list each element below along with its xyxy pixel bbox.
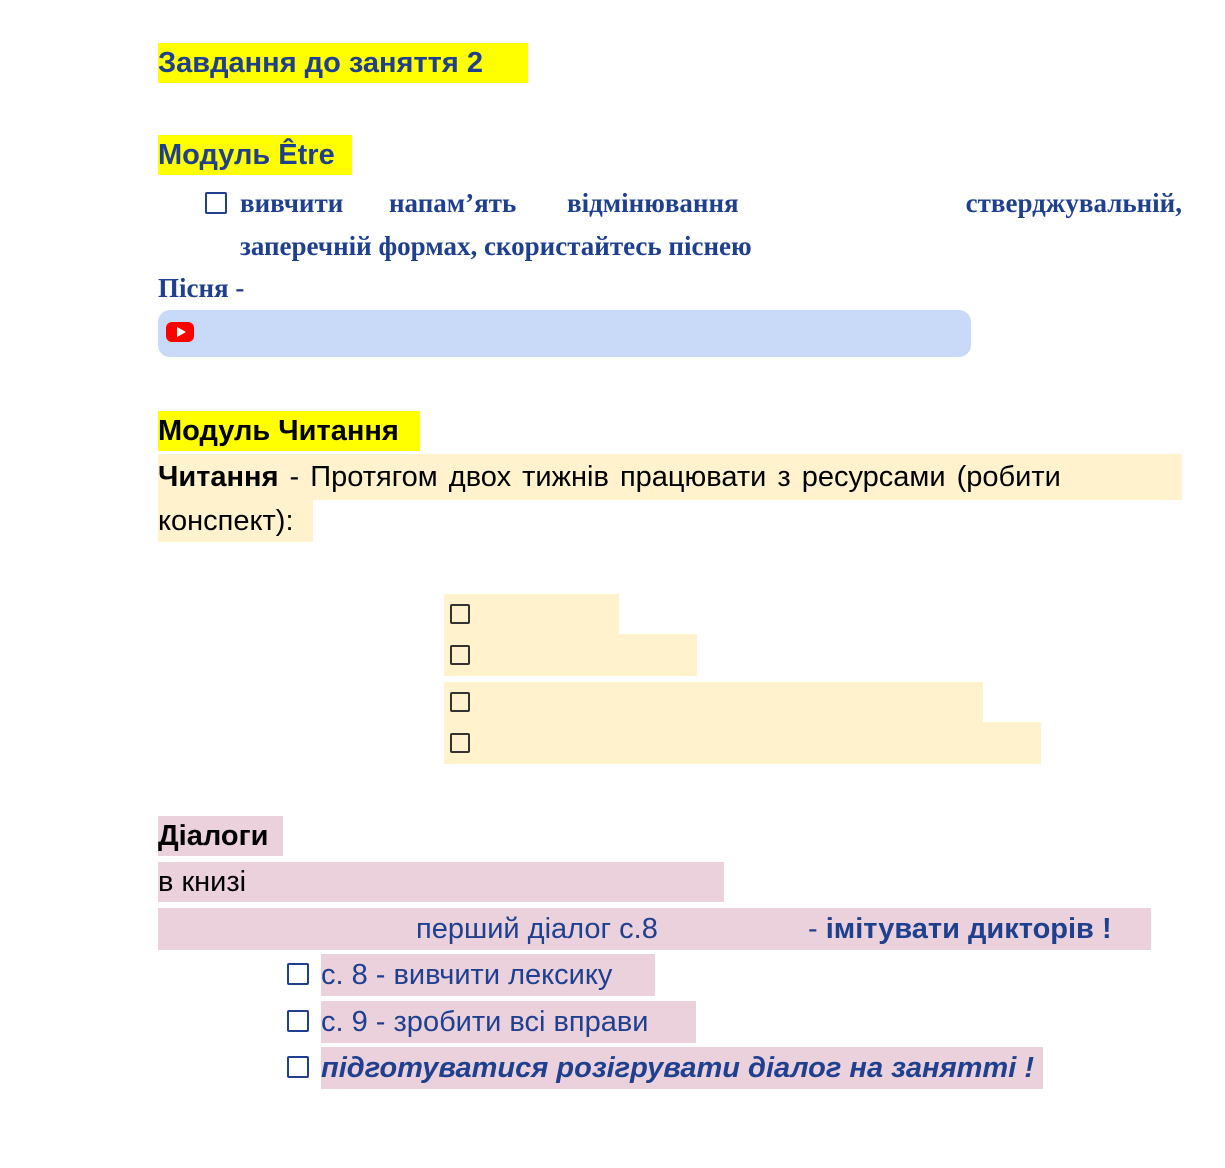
etre-task-word: напам’ять [389,188,517,218]
checkbox-icon[interactable] [287,1010,309,1032]
checkbox-icon[interactable] [205,192,227,214]
imitate-separator: - [808,913,826,945]
youtube-icon [166,322,194,342]
first-dialog-line [158,908,1151,950]
dialog-task-3: підготуватися розігрувати діалог на занятті ! [321,1047,1043,1089]
checkbox-icon[interactable] [450,692,470,712]
reading-bold-label: Читання [158,461,279,493]
resource-item-3 [444,682,983,722]
dialog-task-1: с. 8 - вивчити лексику [321,954,655,996]
document-heading [158,43,528,83]
checkbox-icon[interactable] [450,604,470,624]
module-reading-title [158,411,420,451]
etre-task-word: стверджувальній, [965,188,1182,218]
imitate-text: імітувати дикторів ! [825,913,1112,945]
module-etre-title [158,135,352,175]
first-dialog-text: перший діалог с.8 [416,913,658,945]
resource-item-4 [444,722,1041,764]
resource-item-1 [444,594,619,634]
reading-line2: конспект): [158,500,313,542]
dialogs-title-text: Діалоги [158,820,269,852]
etre-task-word: вивчити [240,188,344,218]
reading-line1 [158,454,1182,500]
checkbox-icon[interactable] [450,645,470,665]
dialogs-title [158,816,283,856]
checkbox-icon[interactable] [287,1056,309,1078]
document-heading-text: Завдання до заняття 2 [158,47,483,79]
song-label: Пісня - [158,273,245,303]
checkbox-icon[interactable] [287,963,309,985]
checkbox-icon[interactable] [450,733,470,753]
etre-task-word: відмінювання [567,188,739,218]
etre-task-line1 [240,184,1182,222]
reading-text-line1: - Протягом двох тижнів працювати з ресурсами (робити [278,461,1061,493]
module-reading-title-text: Модуль Читання [158,415,399,447]
in-book-text: в книзі [158,866,247,898]
resource-item-2 [444,634,697,676]
dialog-task-2: с. 9 - зробити всі вправи [321,1001,696,1043]
in-book-line [158,862,724,902]
module-etre-title-text: Модуль Être [158,139,335,171]
etre-task-line2: заперечній формах, скористайтесь піснею [240,231,752,261]
song-link-chip[interactable] [158,310,971,357]
